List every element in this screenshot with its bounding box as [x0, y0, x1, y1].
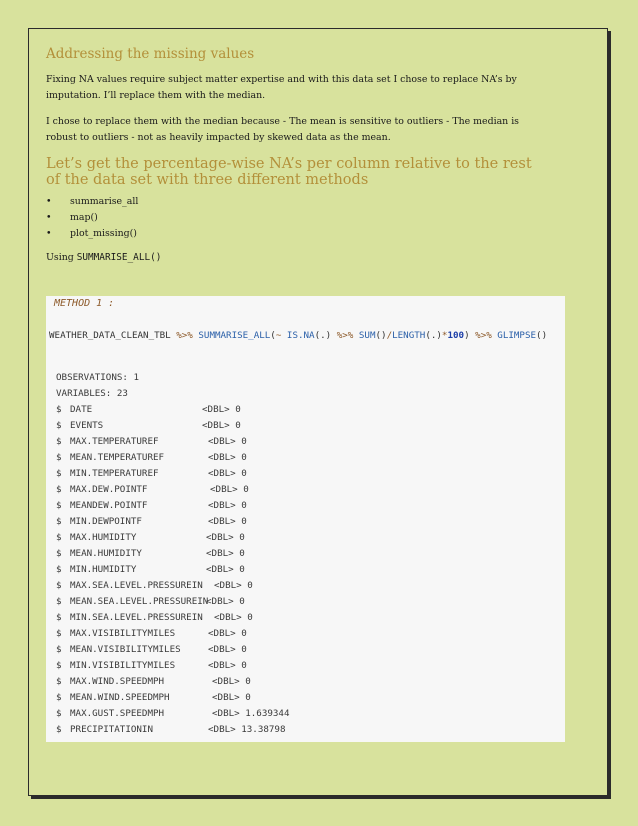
variable-type-value — [206, 594, 245, 610]
variable-type-value — [208, 642, 247, 658]
variable-value: 0 — [239, 548, 245, 559]
output-variables: VARIABLES: 23 — [56, 388, 128, 399]
variable-value: 0 — [235, 404, 241, 415]
variable-type-value — [206, 530, 245, 546]
dollar-sign: $ — [56, 452, 62, 463]
variable-type: <DBL> — [208, 628, 236, 639]
variable-type: <DBL> — [208, 436, 236, 447]
code-token: * — [441, 330, 448, 341]
output-row — [56, 482, 556, 498]
variable-type: <DBL> — [208, 724, 236, 735]
list-item — [46, 210, 536, 226]
variable-name: MAX.TEMPERATUREF — [70, 436, 159, 447]
variable-type-value — [208, 658, 247, 674]
code-token: SUM — [353, 330, 376, 341]
variable-type: <DBL> — [206, 532, 234, 543]
variable-name: MAX.WIND.SPEEDMPH — [70, 676, 165, 687]
code-token: %>% — [336, 330, 354, 341]
variable-name: PRECIPITATIONIN — [70, 724, 153, 735]
variable-name: MEANDEW.POINTF — [70, 500, 148, 511]
variable-type-value — [208, 466, 247, 482]
variable-name: MEAN.TEMPERATUREF — [70, 452, 165, 463]
output-row — [56, 418, 556, 434]
variable-type-value — [202, 418, 241, 434]
variable-type-value — [212, 674, 251, 690]
variable-name: MIN.VISIBILITYMILES — [70, 660, 176, 671]
bullet-glyph: • — [46, 228, 52, 239]
code-token: %>% — [176, 330, 193, 341]
variable-type: <DBL> — [206, 564, 234, 575]
variable-type-value — [206, 546, 245, 562]
code-token: SUMMARISE_ALL — [192, 330, 271, 341]
dollar-sign: $ — [56, 564, 62, 575]
variable-type: <DBL> — [208, 452, 236, 463]
heading-missing-values: Addressing the missing values — [46, 46, 255, 62]
variable-type-value — [212, 690, 251, 706]
list-item-text: plot_missing() — [70, 228, 137, 239]
variable-type-value — [208, 626, 247, 642]
code-token: GLIMPSE — [491, 330, 537, 341]
code-token: (.) — [314, 330, 337, 341]
dollar-sign: $ — [56, 628, 62, 639]
output-row — [56, 722, 556, 738]
bullet-glyph: • — [46, 212, 52, 223]
method-label: METHOD 1 : — [54, 298, 115, 309]
variable-name: MAX.DEW.POINTF — [70, 484, 148, 495]
output-row — [56, 578, 556, 594]
paragraph-median-reason: I chose to replace them with the median because - The mean is sensitive to outliers - The median is robust to outliers - not as heavily impacted by skewed data as the mean. — [46, 116, 519, 143]
variable-type-value — [210, 482, 249, 498]
output-row — [56, 642, 556, 658]
output-row — [56, 706, 556, 722]
variable-type: <DBL> — [208, 516, 236, 527]
variable-name: DATE — [70, 404, 93, 415]
code-token: () — [536, 330, 548, 341]
dollar-sign: $ — [56, 484, 62, 495]
using-line — [46, 252, 536, 263]
variable-name: MEAN.SEA.LEVEL.PRESSUREIN — [70, 596, 209, 607]
dollar-sign: $ — [56, 436, 62, 447]
variable-type-value — [202, 402, 241, 418]
variable-type: <DBL> — [208, 500, 236, 511]
variable-type: <DBL> — [212, 708, 240, 719]
dollar-sign: $ — [56, 468, 62, 479]
variable-type: <DBL> — [202, 420, 230, 431]
methods-list — [46, 194, 536, 242]
list-item — [46, 226, 536, 242]
variable-value: 0 — [241, 644, 247, 655]
variable-type-value — [208, 722, 285, 738]
variable-name: EVENTS — [70, 420, 104, 431]
dollar-sign: $ — [56, 724, 62, 735]
dollar-sign: $ — [56, 612, 62, 623]
variable-value: 0 — [247, 580, 253, 591]
dollar-sign: $ — [56, 580, 62, 591]
console-output — [56, 370, 556, 738]
variable-name: MIN.TEMPERATUREF — [70, 468, 159, 479]
dollar-sign: $ — [56, 532, 62, 543]
code-block — [46, 296, 565, 742]
list-item-text: summarise_all — [70, 196, 139, 207]
variable-type: <DBL> — [208, 468, 236, 479]
variable-name: MEAN.WIND.SPEEDMPH — [70, 692, 170, 703]
variable-value: 0 — [241, 628, 247, 639]
output-row — [56, 450, 556, 466]
code-token: / — [386, 330, 393, 341]
variable-value: 0 — [243, 484, 249, 495]
variable-type-value — [214, 610, 253, 626]
list-item — [46, 194, 536, 210]
variable-value: 0 — [241, 468, 247, 479]
dollar-sign: $ — [56, 500, 62, 511]
dollar-sign: $ — [56, 660, 62, 671]
list-item-text: map() — [70, 212, 98, 223]
variable-name: MAX.VISIBILITYMILES — [70, 628, 176, 639]
variable-type-value — [214, 578, 253, 594]
variable-type-value — [212, 706, 289, 722]
variable-name: MIN.SEA.LEVEL.PRESSUREIN — [70, 612, 203, 623]
variable-type-value — [208, 514, 247, 530]
output-observations: OBSERVATIONS: 1 — [56, 372, 139, 383]
dollar-sign: $ — [56, 676, 62, 687]
document-body — [46, 46, 536, 271]
output-row — [56, 498, 556, 514]
variable-type: <DBL> — [212, 676, 240, 687]
output-row — [56, 466, 556, 482]
output-row — [56, 402, 556, 418]
code-token: ( — [270, 330, 276, 341]
dollar-sign: $ — [56, 596, 62, 607]
variable-type: <DBL> — [208, 644, 236, 655]
output-row — [56, 674, 556, 690]
code-token: WEATHER_DATA_CLEAN_TBL — [49, 330, 177, 341]
variable-type: <DBL> — [202, 404, 230, 415]
heading-percentage-na: Let’s get the percentage-wise NA’s per column relative to the rest of the data set with three different methods — [46, 156, 532, 188]
variable-name: MIN.HUMIDITY — [70, 564, 137, 575]
dollar-sign: $ — [56, 404, 62, 415]
variable-value: 0 — [247, 612, 253, 623]
dollar-sign: $ — [56, 548, 62, 559]
variable-value: 0 — [241, 660, 247, 671]
variable-name: MEAN.VISIBILITYMILES — [70, 644, 181, 655]
dollar-sign: $ — [56, 420, 62, 431]
output-row — [56, 434, 556, 450]
dollar-sign: $ — [56, 516, 62, 527]
variable-type: <DBL> — [214, 612, 242, 623]
output-row — [56, 610, 556, 626]
code-token: ) — [464, 330, 476, 341]
variable-type-value — [208, 434, 247, 450]
variable-type: <DBL> — [206, 548, 234, 559]
bullet-glyph: • — [46, 196, 52, 207]
code-token: 100 — [447, 330, 465, 341]
variable-type: <DBL> — [208, 660, 236, 671]
output-row — [56, 562, 556, 578]
variable-name: MAX.SEA.LEVEL.PRESSUREIN — [70, 580, 203, 591]
output-row — [56, 530, 556, 546]
variable-value: 13.38798 — [241, 724, 286, 735]
variable-value: 0 — [239, 564, 245, 575]
code-token: IS.NA — [281, 330, 315, 341]
dollar-sign: $ — [56, 644, 62, 655]
variable-value: 1.639344 — [245, 708, 290, 719]
code-token: () — [375, 330, 387, 341]
variable-value: 0 — [239, 596, 245, 607]
dollar-sign: $ — [56, 692, 62, 703]
variable-type-value — [208, 498, 247, 514]
variable-name: MAX.GUST.SPEEDMPH — [70, 708, 165, 719]
code-token: %>% — [475, 330, 492, 341]
variable-value: 0 — [239, 532, 245, 543]
variable-value: 0 — [245, 692, 251, 703]
output-row — [56, 658, 556, 674]
variable-type-value — [208, 450, 247, 466]
variable-type-value — [206, 562, 245, 578]
code-token: (.) — [425, 330, 442, 341]
dollar-sign: $ — [56, 708, 62, 719]
code-pipeline — [49, 328, 561, 344]
output-row — [56, 546, 556, 562]
variable-value: 0 — [241, 516, 247, 527]
code-token: ~ — [275, 330, 282, 341]
variable-value: 0 — [241, 452, 247, 463]
variable-type: <DBL> — [206, 596, 234, 607]
variable-value: 0 — [241, 500, 247, 511]
variable-value: 0 — [235, 420, 241, 431]
variable-value: 0 — [245, 676, 251, 687]
output-row — [56, 514, 556, 530]
output-row — [56, 626, 556, 642]
variable-name: MEAN.HUMIDITY — [70, 548, 142, 559]
using-prefix: Using — [46, 252, 77, 263]
variable-type: <DBL> — [210, 484, 238, 495]
variable-name: MAX.HUMIDITY — [70, 532, 137, 543]
variable-type: <DBL> — [212, 692, 240, 703]
output-row — [56, 594, 556, 610]
variable-type: <DBL> — [214, 580, 242, 591]
paragraph-imputation: Fixing NA values require subject matter expertise and with this data set I chose to replace NA’s by imputation. I’ll replace them with the median. — [46, 74, 517, 101]
variable-value: 0 — [241, 436, 247, 447]
output-row — [56, 690, 556, 706]
code-token: LENGTH — [392, 330, 426, 341]
variable-name: MIN.DEWPOINTF — [70, 516, 142, 527]
using-code: SUMMARISE_ALL() — [76, 252, 162, 263]
